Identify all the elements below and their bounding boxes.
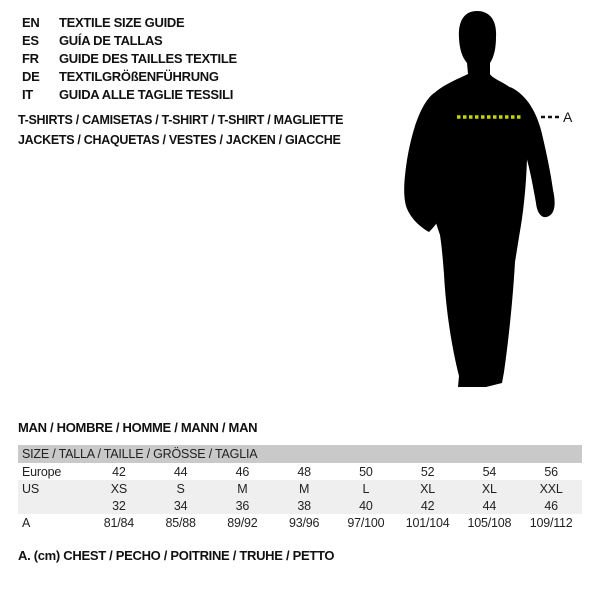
- table-cell: 38: [273, 497, 335, 514]
- row-label: A: [22, 515, 31, 530]
- table-cell: 54: [482, 464, 497, 479]
- table-row-europe: [18, 463, 582, 480]
- table-cell: XXL: [520, 480, 582, 497]
- table-header-row: [18, 445, 582, 463]
- table-cell: 46: [235, 464, 250, 479]
- lang-code: IT: [22, 86, 33, 102]
- lang-label: TEXTILGRÖßENFÜHRUNG: [59, 68, 219, 84]
- measure-label-a: A: [563, 109, 573, 125]
- measurement-footnote: A. (cm) CHEST / PECHO / POITRINE / TRUHE / PETTO: [18, 548, 335, 563]
- table-cell: M: [212, 480, 274, 497]
- table-cell: 50: [359, 464, 373, 479]
- table-cell: 44: [459, 497, 521, 514]
- row-label: [18, 497, 88, 514]
- table-row-alt-size: [18, 497, 582, 514]
- table-cell: 97/100: [347, 515, 385, 530]
- table-cell: 56: [544, 464, 558, 479]
- lang-label: TEXTILE SIZE GUIDE: [59, 14, 185, 30]
- table-cell: 44: [173, 464, 188, 479]
- table-cell: 42: [397, 497, 459, 514]
- table-cell: 48: [297, 464, 311, 479]
- table-row-us: [18, 480, 582, 497]
- size-table-container: [18, 445, 582, 531]
- lang-label: GUIDA ALLE TAGLIE TESSILI: [59, 86, 234, 102]
- table-cell: 40: [335, 497, 397, 514]
- table-cell: XS: [88, 480, 150, 497]
- table-cell: 101/104: [405, 515, 450, 530]
- lang-code: DE: [22, 68, 40, 84]
- table-cell: 105/108: [467, 515, 512, 530]
- lang-code: FR: [22, 50, 39, 66]
- table-header: SIZE / TALLA / TAILLE / GRÖSSE / TAGLIA: [18, 445, 582, 463]
- row-label: Europe: [22, 464, 62, 479]
- section-heading-man: MAN / HOMBRE / HOMME / MANN / MAN: [18, 420, 258, 435]
- lang-code: EN: [22, 14, 40, 30]
- table-cell: 46: [520, 497, 582, 514]
- row-label: US: [18, 480, 88, 497]
- table-cell: 36: [212, 497, 274, 514]
- table-row-chest: [18, 514, 582, 531]
- table-cell: 52: [420, 464, 435, 479]
- table-cell: 85/88: [165, 515, 196, 530]
- table-cell: 109/112: [529, 515, 573, 530]
- table-cell: S: [150, 480, 212, 497]
- table-cell: XL: [459, 480, 521, 497]
- lang-label: GUIDE DES TAILLES TEXTILE: [59, 50, 237, 66]
- table-cell: L: [335, 480, 397, 497]
- table-cell: 93/96: [288, 515, 320, 530]
- category-tshirts: T-SHIRTS / CAMISETAS / T-SHIRT / T-SHIRT / MAGLIETTE: [18, 113, 344, 127]
- table-cell: 34: [150, 497, 212, 514]
- category-jackets: JACKETS / CHAQUETAS / VESTES / JACKEN / GIACCHE: [18, 133, 341, 147]
- size-table: [18, 445, 582, 531]
- table-cell: 42: [112, 464, 126, 479]
- table-cell: 32: [88, 497, 150, 514]
- table-cell: XL: [397, 480, 459, 497]
- lang-label: GUÍA DE TALLAS: [59, 32, 163, 48]
- table-cell: M: [273, 480, 335, 497]
- lang-code: ES: [22, 32, 39, 48]
- table-cell: 89/92: [227, 515, 258, 530]
- table-cell: 81/84: [103, 515, 135, 530]
